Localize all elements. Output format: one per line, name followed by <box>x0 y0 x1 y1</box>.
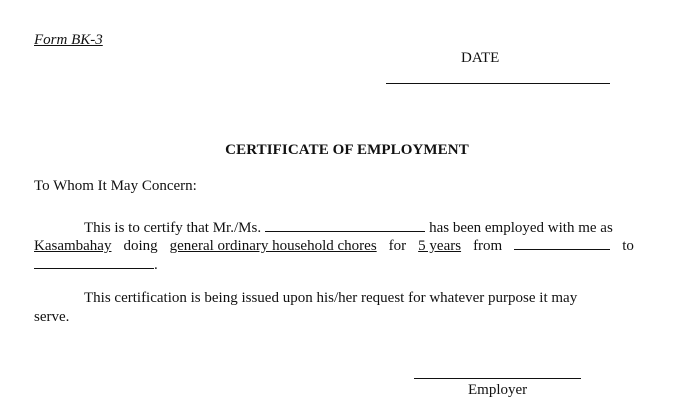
to-text: to <box>622 238 634 254</box>
certify-line <box>84 217 613 237</box>
certify-suffix: has been employed with me as <box>429 220 613 236</box>
name-blank-field[interactable] <box>265 217 425 232</box>
end-date-line <box>34 254 158 274</box>
purpose-paragraph-line2: serve. <box>34 309 70 325</box>
date-blank-line[interactable] <box>386 83 610 84</box>
employment-details-line <box>34 235 634 255</box>
employer-signature-line[interactable] <box>414 378 581 379</box>
duration-text: 5 years <box>418 238 462 254</box>
purpose-paragraph-line1: This certification is being issued upon his/her request for whatever purpose it may <box>84 290 578 306</box>
to-date-blank-field[interactable] <box>34 254 154 269</box>
period-text: . <box>154 257 158 273</box>
for-text: for <box>388 238 407 254</box>
from-date-blank-field[interactable] <box>514 235 610 250</box>
duties-text: general ordinary household chores <box>169 238 377 254</box>
employer-label: Employer <box>468 382 528 398</box>
position-text: Kasambahay <box>34 238 112 254</box>
certificate-title: CERTIFICATE OF EMPLOYMENT <box>225 142 469 158</box>
salutation: To Whom It May Concern: <box>34 178 197 194</box>
certify-prefix: This is to certify that Mr./Ms. <box>84 220 262 236</box>
date-label: DATE <box>461 50 500 66</box>
from-text: from <box>473 238 503 254</box>
form-number: Form BK-3 <box>34 32 103 48</box>
doing-text: doing <box>123 238 158 254</box>
